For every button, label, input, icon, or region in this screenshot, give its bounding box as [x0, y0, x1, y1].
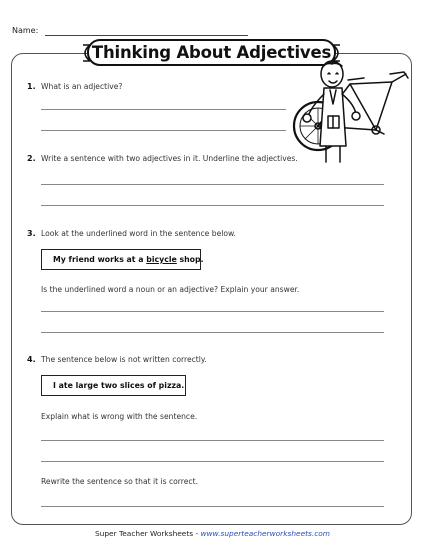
- answer-line[interactable]: [41, 109, 286, 110]
- answer-line[interactable]: [41, 506, 384, 507]
- footer-brand: Super Teacher Worksheets: [94, 529, 194, 538]
- underlined-word: bicycle: [146, 255, 177, 264]
- question-1-text: What is an adjective?: [41, 82, 123, 91]
- question-2-text: Write a sentence with two adjectives in it. Underline the adjectives.: [41, 154, 298, 163]
- question-4-followup2: Rewrite the sentence so that it is correct.: [41, 477, 198, 486]
- question-1-number: 1.: [27, 82, 36, 91]
- answer-line[interactable]: [41, 130, 286, 131]
- question-3-followup: Is the underlined word a noun or an adjective? Explain your answer.: [41, 285, 300, 294]
- boy-with-bicycle-illustration: [292, 44, 420, 166]
- question-4-followup: Explain what is wrong with the sentence.: [41, 412, 198, 421]
- footer-link[interactable]: www.superteacherworksheets.com: [200, 529, 330, 538]
- answer-line[interactable]: [41, 184, 384, 185]
- example-sentence-box: [41, 249, 204, 270]
- answer-line[interactable]: [41, 205, 384, 206]
- answer-line[interactable]: [41, 332, 384, 333]
- question-2-number: 2.: [27, 154, 36, 163]
- incorrect-sentence-box: I ate large two slices of pizza.: [41, 375, 186, 396]
- name-label: Name:: [12, 26, 39, 35]
- answer-line[interactable]: [41, 311, 384, 312]
- footer-separator: -: [193, 529, 201, 538]
- sentence-part: shop.: [176, 255, 204, 264]
- footer: [0, 529, 425, 538]
- page-title: Thinking About Adjectives: [91, 43, 332, 62]
- name-field[interactable]: [45, 35, 248, 36]
- question-4-number: 4.: [27, 355, 36, 364]
- answer-line[interactable]: [41, 440, 384, 441]
- question-3-number: 3.: [27, 229, 36, 238]
- sentence-part: My friend works at a: [53, 255, 147, 264]
- question-4-text: The sentence below is not written correctly.: [41, 355, 207, 364]
- question-3-text: Look at the underlined word in the sentence below.: [41, 229, 236, 238]
- answer-line[interactable]: [41, 461, 384, 462]
